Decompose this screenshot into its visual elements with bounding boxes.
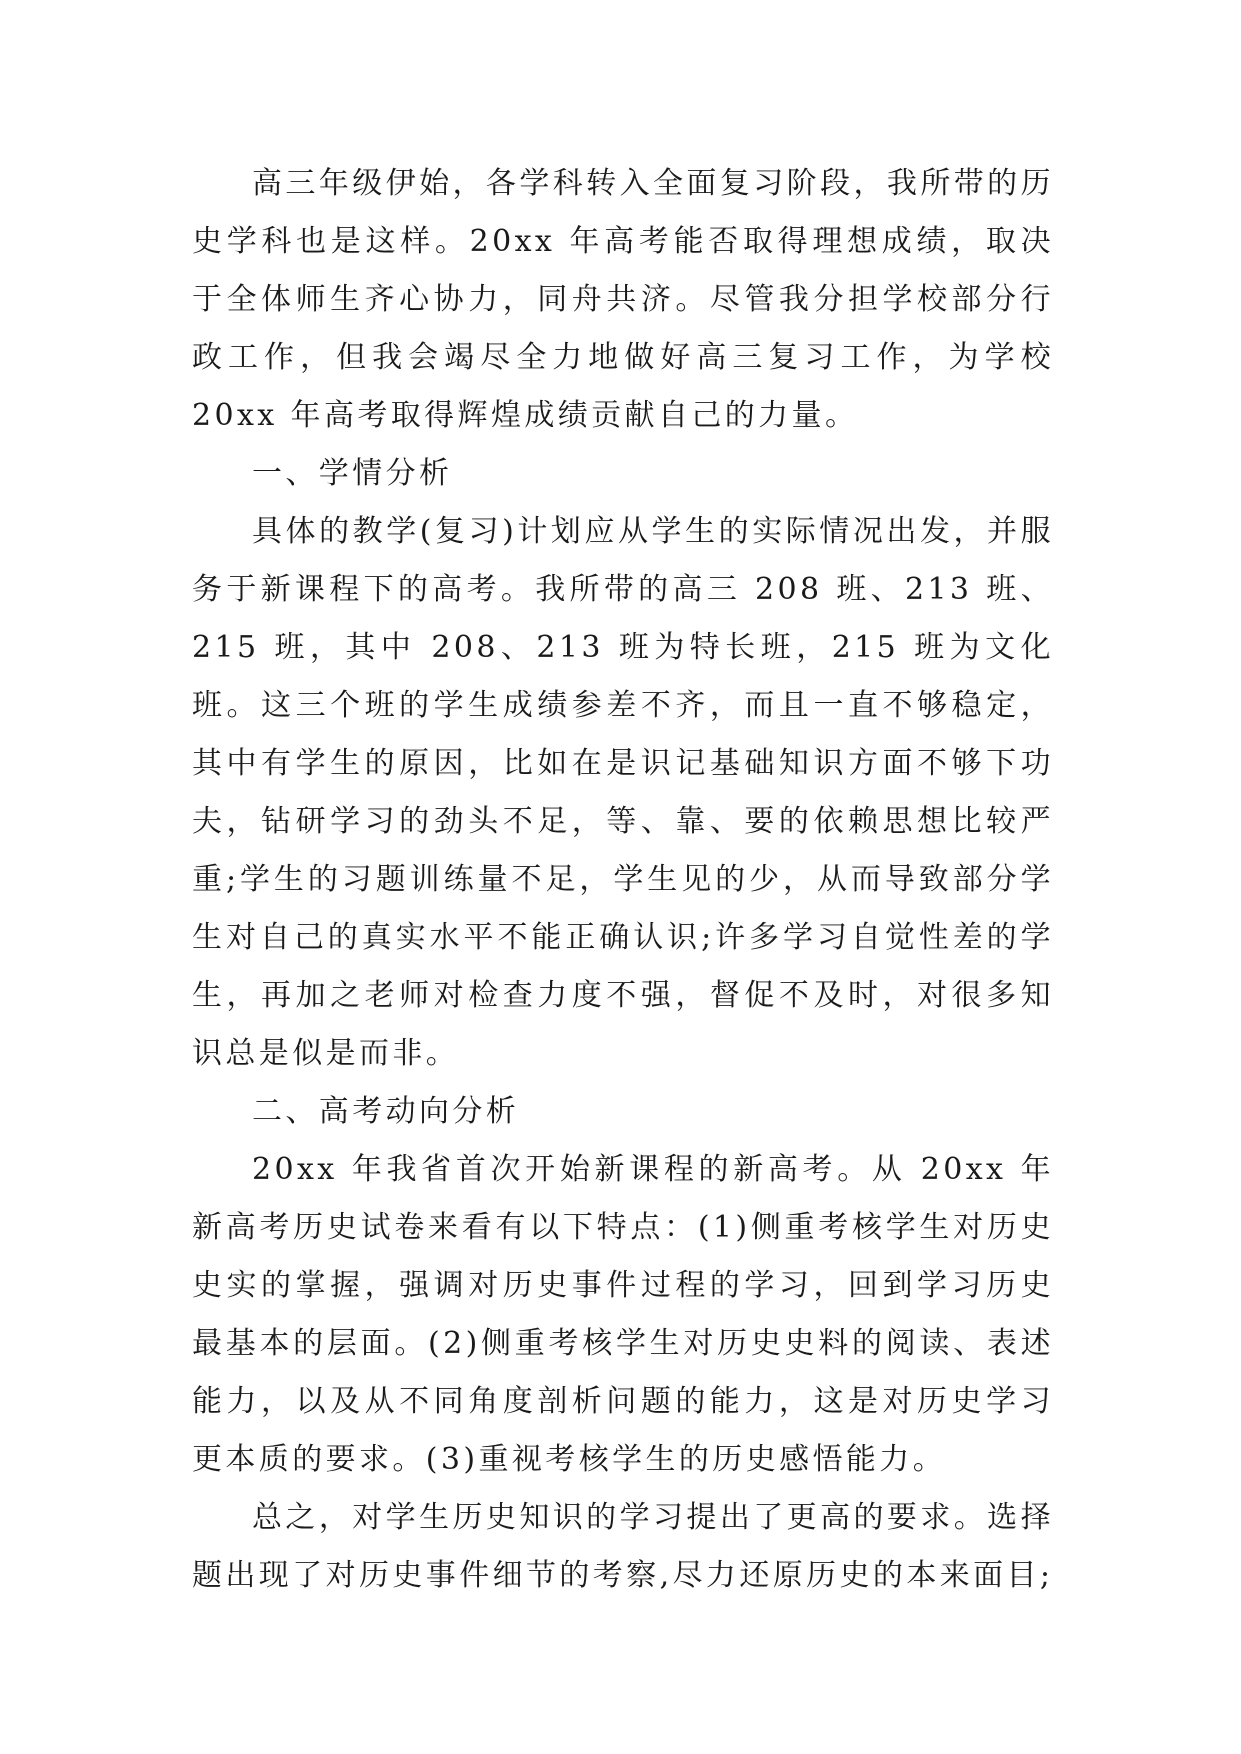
paragraph-summary: 总之，对学生历史知识的学习提出了更高的要求。选择题出现了对历史事件细节的考察,尽力还原历史的本来面目; — [192, 1500, 1054, 1593]
paragraph-exam-trends: 20xx 年我省首次开始新课程的新高考。从 20xx 年新高考历史试卷来看有以下特点：(1)侧重考核学生对历史史实的掌握，强调对历史事件过程的学习，回到学习历史最基本的层面。(2)侧重考核学生对历史史料的阅读、表述能力，以及从不同角度剖析问题的能力，这是对历史学习更本质的要求。(3)重视考核学生的历史感悟能力。 — [192, 1152, 1054, 1477]
section-heading-2: 二、高考动向分析 — [252, 1094, 520, 1129]
document-body — [192, 155, 1054, 1605]
paragraph-learning-analysis: 具体的教学(复习)计划应从学生的实际情况出发，并服务于新课程下的高考。我所带的高三 208 班、213 班、215 班，其中 208、213 班为特长班，215 班为文化班。这三个班的学生成绩参差不齐，而且一直不够稳定，其中有学生的原因，比如在是识记基础知识方面不够下功夫，钻研学习的劲头不足，等、靠、要的依赖思想比较严重;学生的习题训练量不足，学生见的少，从而导致部分学生对自己的真实水平不能正确认识;许多学习自觉性差的学生，再加之老师对检查力度不强，督促不及时，对很多知识总是似是而非。 — [192, 514, 1054, 1071]
paragraph-intro: 高三年级伊始，各学科转入全面复习阶段，我所带的历史学科也是这样。20xx 年高考能否取得理想成绩，取决于全体师生齐心协力，同舟共济。尽管我分担学校部分行政工作，但我会竭尽全力地做好高三复习工作，为学校 20xx 年高考取得辉煌成绩贡献自己的力量。 — [192, 166, 1054, 433]
section-heading-1: 一、学情分析 — [252, 456, 453, 491]
